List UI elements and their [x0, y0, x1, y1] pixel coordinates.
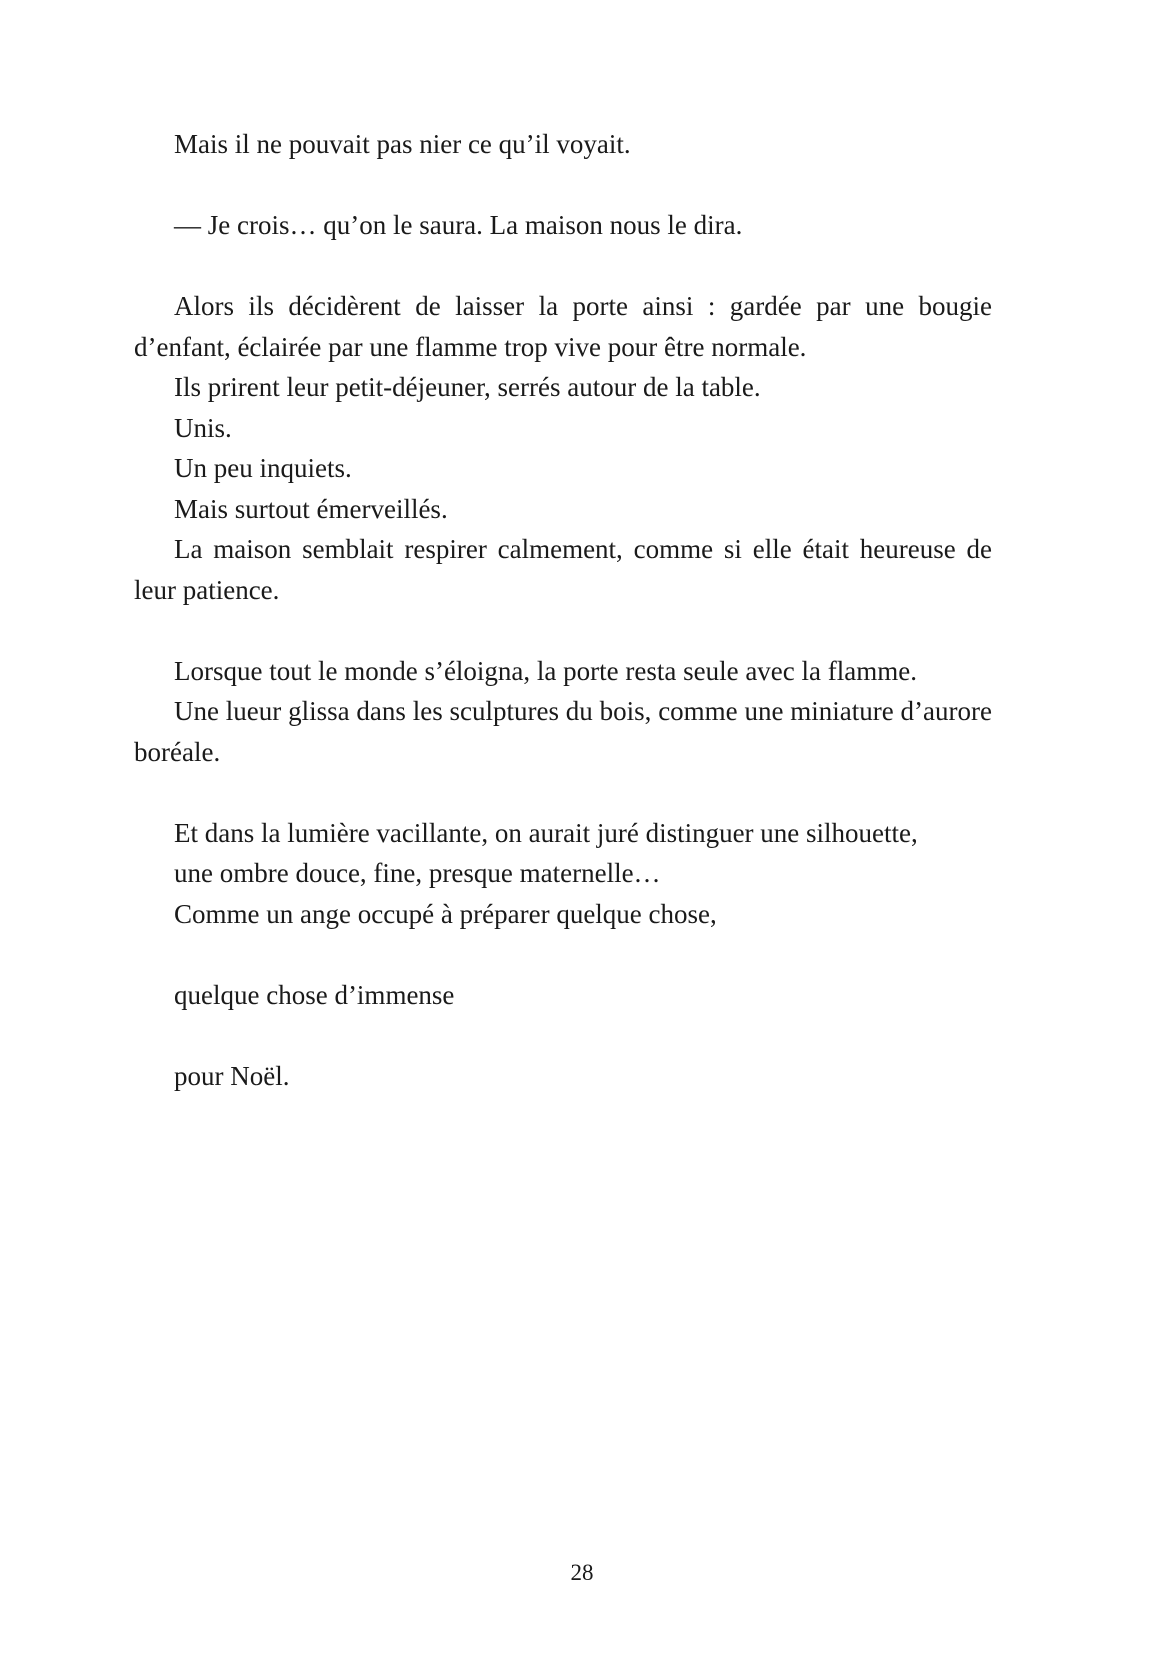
page-number: 28 [570, 1560, 594, 1585]
paragraph: quelque chose d’immense [174, 979, 455, 1010]
paragraph: Une lueur glissa dans les sculptures du bois, comme une miniature d’aurore boréale. [134, 696, 992, 767]
blank-line [134, 246, 992, 287]
paragraph: Ils prirent leur petit-déjeuner, serrés autour de la table. [174, 372, 761, 402]
paragraph: Alors ils décidèrent de laisser la porte ainsi : gardée par une bougie d’enfant, éclairée par une flamme trop vive pour être normale. [134, 291, 992, 362]
paragraph: La maison semblait respirer calmement, comme si elle était heureuse de leur patience. [134, 534, 992, 605]
blank-line [134, 772, 992, 813]
page-body [134, 124, 992, 1096]
blank-line [134, 165, 992, 206]
paragraph: Et dans la lumière vacillante, on aurait juré distinguer une silhouette, [174, 817, 918, 848]
paragraph: Mais il ne pouvait pas nier ce qu’il voyait. [174, 129, 631, 159]
blank-line [134, 610, 992, 651]
dialogue-line: — Je crois… qu’on le saura. La maison nous le dira. [174, 210, 743, 240]
blank-line [134, 934, 992, 975]
paragraph: Lorsque tout le monde s’éloigna, la porte resta seule avec la flamme. [174, 655, 917, 686]
paragraph: Mais surtout émerveillés. [174, 493, 448, 524]
paragraph: une ombre douce, fine, presque maternelle… [174, 858, 661, 888]
blank-line [134, 1015, 992, 1056]
paragraph: Comme un ange occupé à préparer quelque chose, [174, 898, 717, 929]
paragraph: Un peu inquiets. [174, 453, 352, 483]
paragraph: Unis. [174, 412, 232, 443]
paragraph: pour Noël. [174, 1060, 290, 1091]
